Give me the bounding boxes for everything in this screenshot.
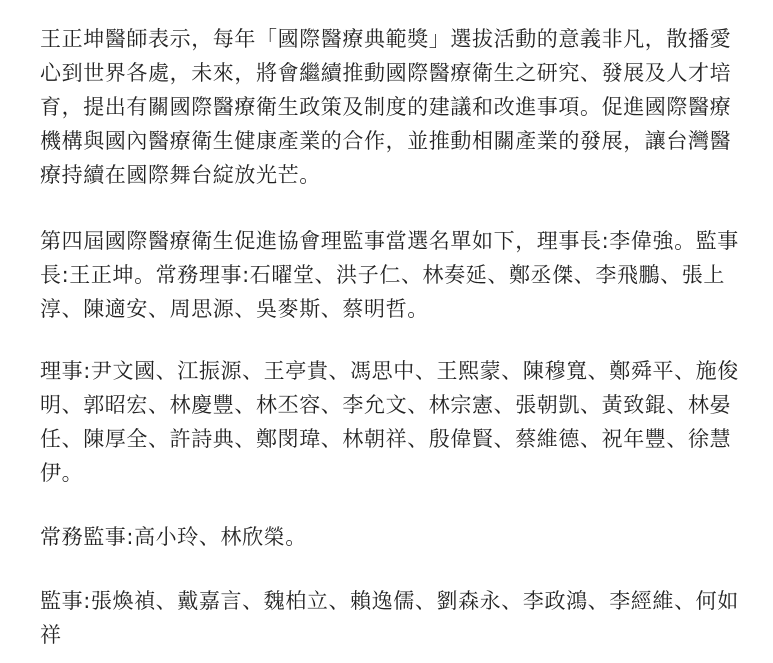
paragraph-directors: 理事:尹文國、江振源、王亭貴、馮思中、王熙蒙、陳穆寬、鄭舜平、施俊明、郭昭宏、林慶豐、林丕容、李允文、林宗憲、張朝凱、黃致錕、林晏任、陳厚全、許詩典、鄭閔瑋、林朝祥、殷偉賢、蔡維德、祝年豐、徐慧伊。	[40, 359, 739, 485]
paragraph-board-leaders: 第四屆國際醫療衛生促進協會理監事當選名單如下，理事長:李偉強。監事長:王正坤。常務理事:石曜堂、洪子仁、林奏延、鄭丞傑、李飛鵬、張上淳、陳適安、周思源、吳麥斯、蔡明哲。	[40, 229, 739, 321]
paragraph-statement: 王正坤醫師表示，每年「國際醫療典範獎」選拔活動的意義非凡，散播愛心到世界各處，未來，將會繼續推動國際醫療衛生之研究、發展及人才培育，提出有關國際醫療衛生政策及制度的建議和改進事項。促進國際醫療機構與國內醫療衛生健康產業的合作，並推動相關產業的發展，讓台灣醫療持續在國際舞台綻放光芒。	[40, 27, 732, 187]
paragraph-supervisors: 監事:張煥禎、戴嘉言、魏柏立、賴逸儒、劉森永、李政鴻、李經維、何如祥	[40, 589, 739, 647]
paragraph-standing-supervisors: 常務監事:高小玲、林欣榮。	[40, 525, 307, 549]
